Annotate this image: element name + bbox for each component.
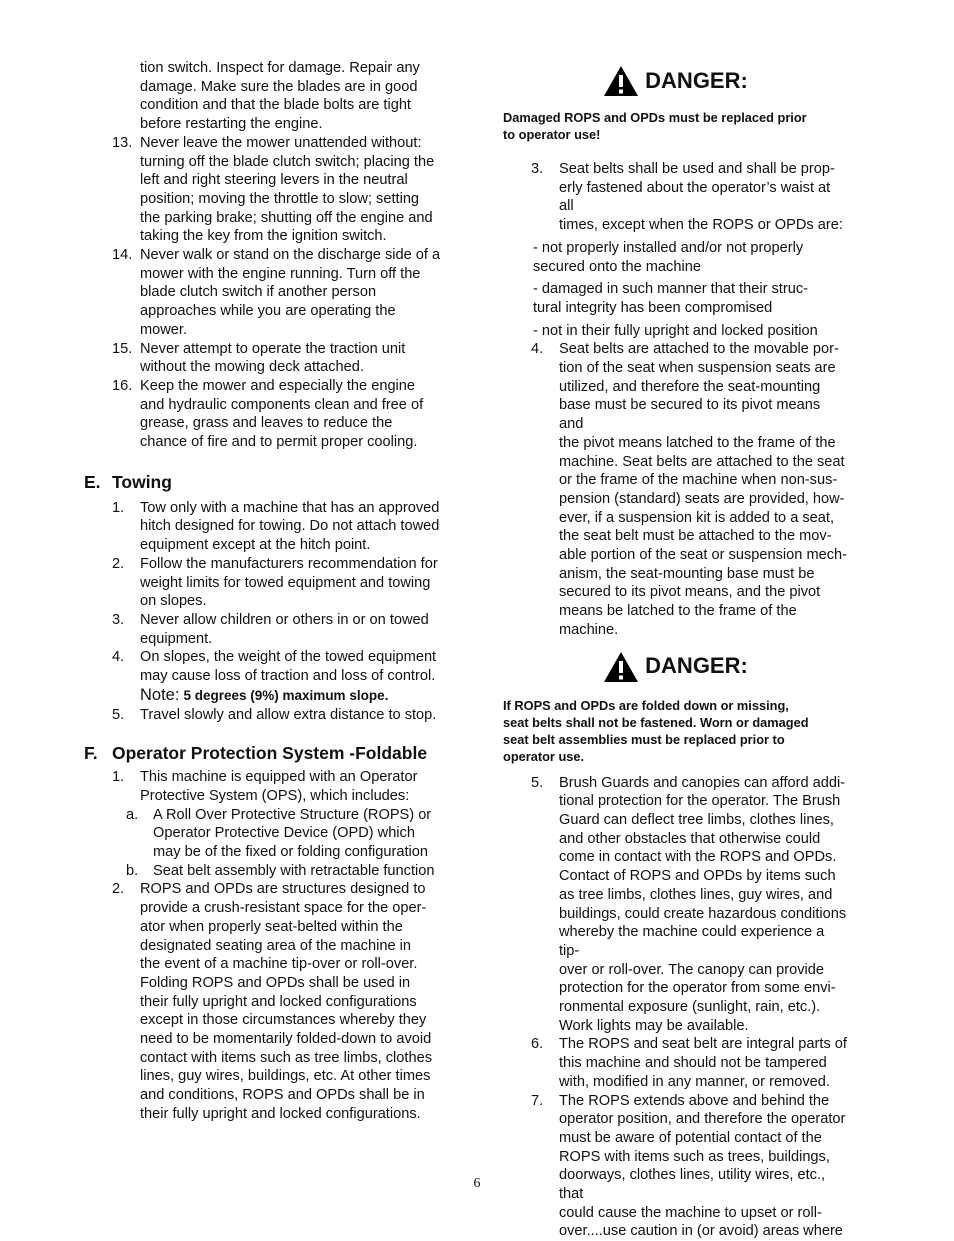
ops-item-1 bbox=[84, 768, 456, 805]
text-line: doorways, clothes lines, utility wires, etc., that bbox=[559, 1167, 826, 1203]
list-number: 7. bbox=[531, 1092, 544, 1109]
text-line: whereby the machine could experience a tip- bbox=[559, 924, 825, 959]
text-line: Keep the mower and especially the engine bbox=[140, 377, 416, 394]
list-number: 14. bbox=[112, 247, 133, 264]
text-line: and conditions, ROPS and OPDs shall be in bbox=[140, 1087, 425, 1104]
section-heading-towing: E. Towing bbox=[84, 471, 172, 492]
text-line: This machine is equipped with an Operator bbox=[140, 769, 418, 786]
list-number: 16. bbox=[112, 377, 133, 394]
list-item bbox=[503, 160, 848, 235]
text-line: their fully upright and locked configurations bbox=[140, 993, 417, 1010]
towing-list bbox=[84, 499, 456, 686]
list-number: 1. bbox=[112, 769, 125, 786]
text-line: and hydraulic components clean and free of bbox=[140, 396, 424, 413]
text-line: - damaged in such manner that their struc- bbox=[533, 281, 808, 298]
text-line: Tow only with a machine that has an approved bbox=[140, 499, 440, 516]
list-number: 13. bbox=[112, 134, 133, 151]
text-line: protection for the operator from some envi- bbox=[559, 980, 836, 997]
text-line: buildings, could create hazardous conditions bbox=[559, 905, 847, 922]
text-line: tion switch. Inspect for damage. Repair any bbox=[140, 60, 420, 76]
text-line: blade clutch switch if another person bbox=[140, 284, 377, 301]
item-12-continuation bbox=[84, 59, 456, 134]
list-item bbox=[503, 1035, 848, 1091]
text-line: designated seating area of the machine in bbox=[140, 937, 411, 954]
text-line: If ROPS and OPDs are folded down or missing, bbox=[503, 697, 789, 713]
text-line: without the mowing deck attached. bbox=[140, 359, 364, 376]
list-item bbox=[84, 555, 456, 611]
text-line: ROPS with items such as trees, buildings, bbox=[559, 1148, 830, 1165]
text-line: Damaged ROPS and OPDs must be replaced prior bbox=[503, 110, 807, 125]
text-line: must be aware of potential contact of the bbox=[559, 1129, 822, 1146]
text-line: means be latched to the frame of the bbox=[559, 603, 797, 620]
right-column bbox=[503, 0, 848, 1241]
rops-item-4 bbox=[503, 340, 848, 639]
text-line: weight limits for towed equipment and towing bbox=[140, 574, 431, 591]
list-item bbox=[503, 1092, 848, 1241]
text-line: anism, the seat-mounting base must be bbox=[559, 565, 815, 582]
list-item bbox=[84, 611, 456, 648]
text-line: chance of fire and to permit proper cooling. bbox=[140, 434, 418, 451]
list-number: 3. bbox=[112, 611, 125, 628]
text-line: mower with the engine running. Turn off the bbox=[140, 265, 421, 282]
rops-item-3 bbox=[503, 160, 848, 235]
text-line: The ROPS extends above and behind the bbox=[559, 1092, 830, 1109]
left-column bbox=[84, 0, 456, 1124]
text-line: the parking brake; shutting off the engine and bbox=[140, 209, 433, 226]
list-number: 15. bbox=[112, 340, 133, 357]
list-item bbox=[84, 648, 456, 685]
text-line: ator when properly seat-belted within the bbox=[140, 918, 403, 935]
text-line: and other obstacles that otherwise could bbox=[559, 830, 821, 847]
text-line: operator position, and therefore the operator bbox=[559, 1111, 846, 1128]
text-line: ronmental exposure (sunlight, rain, etc.). bbox=[559, 999, 821, 1016]
text-line: Follow the manufacturers recommendation for bbox=[140, 555, 438, 572]
text-line: position; moving the throttle to slow; setting bbox=[140, 190, 420, 207]
text-line: grease, grass and leaves to reduce the bbox=[140, 415, 393, 432]
text-line: pension (standard) seats are provided, how- bbox=[559, 490, 845, 507]
danger-text-1 bbox=[503, 109, 848, 143]
text-line: A Roll Over Protective Structure (ROPS) or bbox=[153, 806, 432, 823]
text-line: contact with items such as tree limbs, clothes bbox=[140, 1049, 432, 1066]
text-line: seat belt assemblies must be replaced prior to bbox=[503, 731, 785, 747]
warning-triangle-icon bbox=[603, 651, 639, 683]
text-line: Travel slowly and allow extra distance to stop. bbox=[140, 706, 437, 723]
warning-triangle-icon bbox=[603, 65, 639, 97]
text-line: equipment. bbox=[140, 630, 213, 647]
text-line: Guard can deflect tree limbs, clothes lines, bbox=[559, 811, 834, 828]
text-line: secured to its pivot means, and the pivot bbox=[559, 584, 821, 601]
exception-item bbox=[503, 239, 848, 276]
text-line: On slopes, the weight of the towed equipment bbox=[140, 649, 437, 666]
text-line: Never walk or stand on the discharge side of a bbox=[140, 247, 441, 264]
rops-exceptions bbox=[503, 239, 848, 341]
text-line: approaches while you are operating the bbox=[140, 303, 396, 320]
text-line: mower. bbox=[140, 321, 188, 338]
page-number: 6 bbox=[473, 1176, 481, 1191]
list-item bbox=[84, 768, 456, 805]
towing-note: Note: 5 degrees (9%) maximum slope. bbox=[140, 685, 389, 704]
text-line: The ROPS and seat belt are integral parts of bbox=[559, 1036, 847, 1053]
text-line: taking the key from the ignition switch. bbox=[140, 228, 387, 245]
list-item bbox=[84, 134, 456, 246]
list-number: 5. bbox=[112, 706, 125, 723]
text-line: come in contact with the ROPS and OPDs. bbox=[559, 849, 837, 866]
text-line: machine. Seat belts are attached to the seat bbox=[559, 453, 845, 470]
text-line: lines, guy wires, buildings, etc. At other times bbox=[140, 1068, 431, 1085]
towing-item-5 bbox=[84, 706, 456, 725]
list-number: 5. bbox=[531, 774, 544, 791]
text-line: left and right steering levers in the neutral bbox=[140, 172, 408, 189]
text-line: condition and that the blade bolts are tight bbox=[140, 97, 411, 114]
list-number: 6. bbox=[531, 1036, 544, 1053]
text-line: Seat belts shall be used and shall be prop- bbox=[559, 161, 835, 177]
text-line: before restarting the engine. bbox=[140, 116, 323, 133]
text-line: Never leave the mower unattended without: bbox=[140, 134, 422, 151]
list-number: a. bbox=[126, 806, 139, 823]
text-line: with, modified in any manner, or removed. bbox=[559, 1073, 830, 1090]
text-line: Operator Protective Device (OPD) which bbox=[153, 825, 415, 842]
text-line: hitch designed for towing. Do not attach towed bbox=[140, 518, 440, 535]
text-line: operator use. bbox=[503, 748, 585, 764]
danger-banner-1: DANGER: bbox=[503, 63, 848, 99]
exception-item bbox=[503, 322, 848, 341]
text-line: Seat belt assembly with retractable function bbox=[153, 862, 435, 879]
text-line: or the frame of the machine when non-sus- bbox=[559, 472, 838, 489]
text-line: their fully upright and locked configurations. bbox=[140, 1105, 421, 1122]
list-item bbox=[503, 774, 848, 1036]
text-line: equipment except at the hitch point. bbox=[140, 537, 371, 554]
text-line: Contact of ROPS and OPDs by items such bbox=[559, 868, 836, 885]
text-line: machine. bbox=[559, 621, 619, 638]
safety-list bbox=[84, 134, 456, 452]
text-line: Brush Guards and canopies can afford addi- bbox=[559, 774, 846, 791]
rops-list-bottom bbox=[503, 774, 848, 1241]
list-number: 4. bbox=[112, 649, 125, 666]
text-line: this machine and should not be tampered bbox=[559, 1055, 827, 1072]
text-line: Never allow children or others in or on towed bbox=[140, 611, 429, 628]
text-line: may be of the fixed or folding configuration bbox=[153, 844, 429, 861]
text-line: need to be momentarily folded-down to avoid bbox=[140, 1031, 432, 1048]
text-line: able portion of the seat or suspension mech- bbox=[559, 547, 847, 564]
text-line: except in those circumstances whereby they bbox=[140, 1012, 427, 1029]
text-line: provide a crush-resistant space for the oper- bbox=[140, 900, 427, 917]
list-number: 3. bbox=[531, 161, 544, 177]
text-line: over....use caution in (or avoid) areas where bbox=[559, 1223, 843, 1240]
text-line: Protective System (OPS), which includes: bbox=[140, 787, 410, 804]
text-line: the event of a machine tip-over or roll-over. bbox=[140, 956, 418, 973]
list-number: 4. bbox=[531, 341, 544, 358]
danger-banner-2: DANGER: bbox=[503, 649, 848, 685]
ops-sublist bbox=[84, 806, 456, 881]
list-item bbox=[84, 499, 456, 555]
text-line: as tree limbs, clothes lines, guy wires, and bbox=[559, 886, 833, 903]
list-item bbox=[84, 246, 456, 340]
text-line: times, except when the ROPS or OPDs are: bbox=[559, 217, 843, 234]
text-line: base must be secured to its pivot means and bbox=[559, 397, 821, 433]
list-number: 1. bbox=[112, 499, 125, 516]
text-line: the seat belt must be attached to the mov- bbox=[559, 528, 832, 545]
text-line: may cause loss of traction and loss of control. bbox=[140, 668, 436, 685]
text-line: erly fastened about the operator’s waist at all bbox=[559, 179, 831, 215]
list-item bbox=[84, 706, 456, 725]
list-number: 2. bbox=[112, 881, 125, 898]
text-line: ever, if a suspension kit is added to a seat, bbox=[559, 509, 835, 526]
text-line: could cause the machine to upset or roll- bbox=[559, 1204, 822, 1221]
text-line: to operator use! bbox=[503, 127, 601, 142]
text-line: - not in their fully upright and locked position bbox=[533, 322, 818, 339]
text-line: utilized, and therefore the seat-mounting bbox=[559, 378, 821, 395]
text-line: tional protection for the operator. The Brush bbox=[559, 793, 841, 810]
text-line: seat belts shall not be fastened. Worn or damaged bbox=[503, 714, 809, 730]
text-line: tural integrity has been compromised bbox=[533, 299, 773, 316]
text-line: tion of the seat when suspension seats are bbox=[559, 360, 836, 377]
text-line: turning off the blade clutch switch; placing the bbox=[140, 153, 435, 170]
text-line: secured onto the machine bbox=[533, 258, 701, 275]
exception-item bbox=[503, 280, 848, 317]
list-item bbox=[84, 377, 456, 452]
text-line: ROPS and OPDs are structures designed to bbox=[140, 881, 426, 898]
danger-text-2 bbox=[503, 697, 848, 765]
list-item bbox=[84, 862, 456, 881]
text-line: Folding ROPS and OPDs shall be used in bbox=[140, 974, 411, 991]
section-heading-ops: F. Operator Protection System -Foldable bbox=[84, 743, 428, 764]
ops-item-2 bbox=[84, 880, 456, 1123]
list-number: b. bbox=[126, 862, 139, 879]
list-item bbox=[84, 806, 456, 862]
list-item bbox=[84, 340, 456, 377]
text-line: Work lights may be available. bbox=[559, 1017, 749, 1034]
list-item bbox=[84, 880, 456, 1123]
list-number: 2. bbox=[112, 555, 125, 572]
text-line: the pivot means latched to the frame of the bbox=[559, 434, 836, 451]
text-line: Seat belts are attached to the movable por- bbox=[559, 341, 839, 358]
list-item bbox=[503, 340, 848, 639]
text-line: damage. Make sure the blades are in good bbox=[140, 78, 418, 95]
text-line: Never attempt to operate the traction unit bbox=[140, 340, 406, 357]
text-line: over or roll-over. The canopy can provide bbox=[559, 961, 824, 978]
text-line: - not properly installed and/or not properly bbox=[533, 239, 804, 256]
text-line: on slopes. bbox=[140, 593, 207, 610]
